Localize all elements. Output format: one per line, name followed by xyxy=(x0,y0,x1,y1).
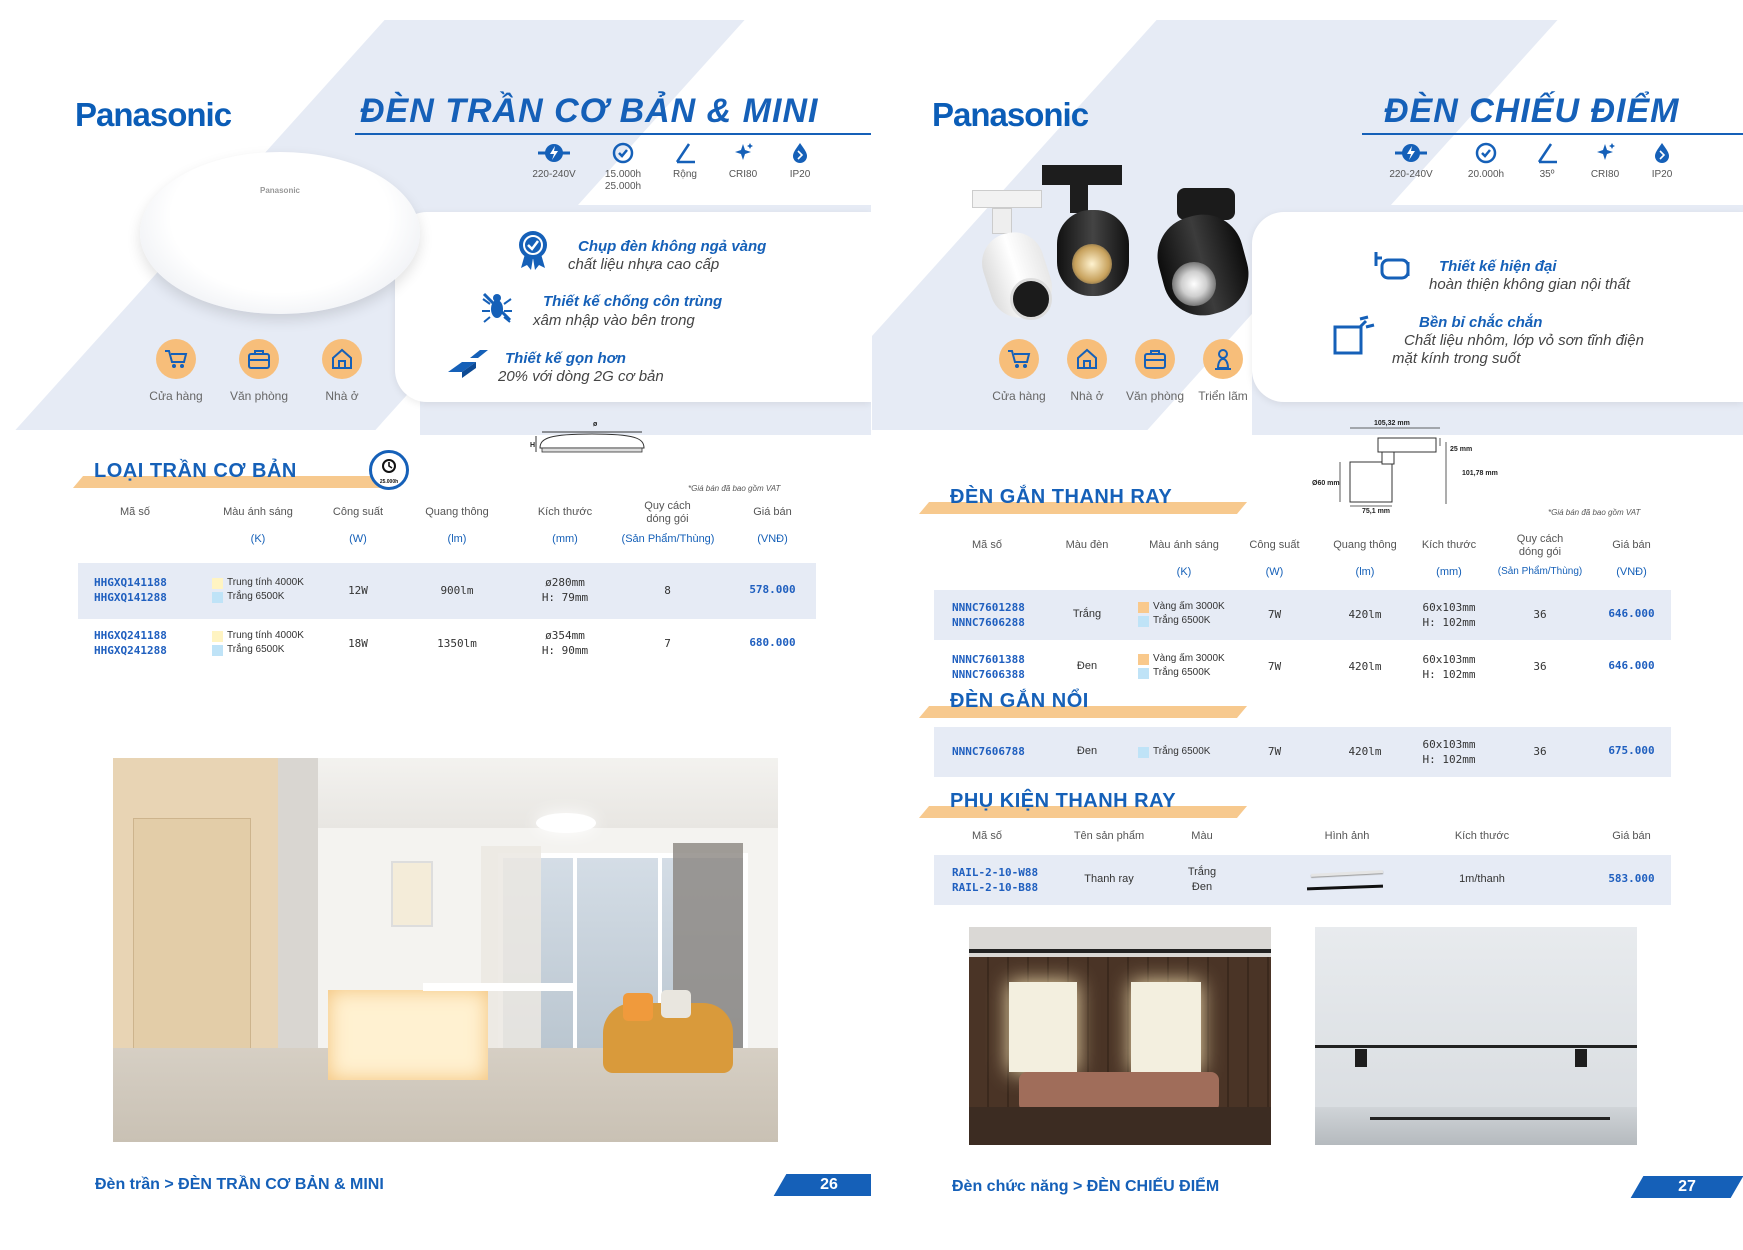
cart-icon xyxy=(164,348,188,370)
feature-3-title: Thiết kế gọn hơn xyxy=(505,350,626,367)
lifetime-badge: 25.000h xyxy=(369,450,409,490)
app-office: Văn phòng xyxy=(224,339,294,403)
living-room-photo xyxy=(969,927,1271,1145)
row-body-color: Đen xyxy=(1076,660,1098,672)
th-color: Màu ánh sáng xyxy=(223,506,293,518)
rail-image xyxy=(1307,866,1387,896)
page-number: 26 xyxy=(774,1174,871,1196)
row-pack: 36 xyxy=(1533,660,1547,673)
lifetime-icon xyxy=(1474,142,1498,164)
th-acc-color: Màu xyxy=(1191,830,1213,842)
app-home: Nhà ở xyxy=(307,339,377,403)
white-swatch xyxy=(1138,747,1149,758)
feature-2-title: Bền bỉ chắc chắn xyxy=(1419,314,1543,331)
row-size: ø354mm H: 90mm xyxy=(541,629,589,657)
spec-ip: IP20 xyxy=(1633,142,1691,181)
slim-design-icon xyxy=(446,348,490,387)
cri-icon xyxy=(1593,142,1617,164)
feature-1-title: Chụp đèn không ngả vàng xyxy=(578,238,767,255)
page-26 xyxy=(0,0,871,1250)
th-pack: Quy cách dóng gói xyxy=(644,500,691,525)
brand-logo: Panasonic xyxy=(932,96,1089,133)
vat-note: *Giá bán đã bao gồm VAT xyxy=(1548,508,1641,517)
row-code: NNNC7601288 NNNC7606288 xyxy=(952,601,1025,629)
title-underline xyxy=(355,133,871,135)
feature-2-title: Thiết kế chống côn trùng xyxy=(543,293,723,310)
app-exhibition: Triển lãm xyxy=(1188,339,1258,403)
row-colors: Vàng ấm 3000K Trắng 6500K xyxy=(1138,652,1225,680)
row-price: 680.000 xyxy=(749,636,796,649)
voltage-icon xyxy=(536,142,572,164)
exhibition-icon xyxy=(1211,347,1235,371)
page-number: 27 xyxy=(1631,1176,1743,1198)
row-code: HHGXQ141188 HHGXQ141288 xyxy=(94,576,167,604)
row-power: 7W xyxy=(1267,745,1282,758)
feature-2-desc: Chất liệu nhôm, lớp vỏ sơn tĩnh điện xyxy=(1404,332,1644,349)
feature-1-desc: hoàn thiện không gian nội thất xyxy=(1429,276,1630,293)
unit-lumen: (lm) xyxy=(1355,566,1375,578)
row-code: NNNC7601388 NNNC7606388 xyxy=(952,653,1025,681)
row-lumen: 420lm xyxy=(1348,745,1382,758)
row-power: 7W xyxy=(1267,608,1282,621)
section-surface-title: ĐÈN GẮN NỔI xyxy=(950,690,1089,712)
award-icon xyxy=(516,228,550,275)
durable-icon xyxy=(1332,315,1376,362)
row-colors: Trắng 6500K xyxy=(1138,745,1210,759)
row-color: Trắng Đen xyxy=(1187,866,1217,893)
white-swatch xyxy=(212,592,223,603)
unit-size: (mm) xyxy=(552,533,578,545)
spec-ip: IP20 xyxy=(771,142,829,181)
th-code: Mã số xyxy=(972,539,1002,551)
th-lumen: Quang thông xyxy=(1333,539,1397,551)
th-code: Mã số xyxy=(120,506,150,518)
unit-price: (VNĐ) xyxy=(757,533,788,545)
spec-beam: Rộng xyxy=(656,142,714,181)
th-size: Kích thước xyxy=(537,506,593,518)
section-accessory-title: PHỤ KIỆN THANH RAY xyxy=(950,790,1177,812)
room-photo xyxy=(113,758,778,1142)
spotlight-products xyxy=(962,160,1262,330)
spec-voltage: 220-240V xyxy=(525,142,583,181)
row-pack: 7 xyxy=(664,637,671,650)
th-price: Giá bán xyxy=(753,506,792,518)
unit-power: (W) xyxy=(349,533,367,545)
row-power: 12W xyxy=(348,584,368,597)
page-title: ĐÈN CHIẾU ĐIỂM xyxy=(1384,92,1680,130)
th-acc-name: Tên sản phẩm xyxy=(1073,830,1145,842)
unit-pack: (Sản Phẩm/Thùng) xyxy=(621,533,715,545)
row-price: 578.000 xyxy=(749,583,796,596)
row-colors: Vàng ấm 3000K Trắng 6500K xyxy=(1138,600,1225,628)
th-color: Màu ánh sáng xyxy=(1149,539,1219,551)
clock-icon xyxy=(381,458,397,474)
row-size: 60x103mm H: 102mm xyxy=(1422,653,1476,681)
app-office: Văn phòng xyxy=(1120,339,1190,403)
row-lumen: 900lm xyxy=(440,584,474,597)
page-27 xyxy=(872,0,1743,1250)
ceiling-lamp-image xyxy=(140,152,420,314)
row-body-color: Đen xyxy=(1076,745,1098,757)
th-power: Công suất xyxy=(1249,539,1300,551)
row-pack: 8 xyxy=(664,584,671,597)
spec-beam: 35º xyxy=(1518,142,1576,181)
no-insect-icon xyxy=(480,290,514,329)
row-size: ø280mm H: 79mm xyxy=(541,576,589,604)
breadcrumb: Đèn chức năng > ĐÈN CHIẾU ĐIỂM xyxy=(952,1178,1220,1195)
row-lumen: 420lm xyxy=(1348,660,1382,673)
th-acc-code: Mã số xyxy=(972,830,1002,842)
row-colors: Trung tính 4000K Trắng 6500K xyxy=(212,629,304,657)
white-swatch xyxy=(212,645,223,656)
unit-size: (mm) xyxy=(1436,566,1462,578)
app-shop: Cửa hàng xyxy=(984,339,1054,403)
unit-price: (VNĐ) xyxy=(1616,566,1647,578)
cart-icon xyxy=(1007,348,1031,370)
row-power: 7W xyxy=(1267,660,1282,673)
row-pack: 36 xyxy=(1533,608,1547,621)
rail-installation-photo xyxy=(1315,927,1637,1145)
dimension-diagram: 105,32 mm 25 mm 101,78 mm Ø60 mm 75,1 mm xyxy=(1312,420,1498,515)
row-name: Thanh ray xyxy=(1084,873,1134,885)
warm-swatch xyxy=(1138,654,1149,665)
section-rail-title: ĐÈN GẮN THANH RAY xyxy=(950,486,1173,508)
th-price: Giá bán xyxy=(1612,539,1651,551)
vat-note: *Giá bán đã bao gồm VAT xyxy=(688,484,781,493)
feature-2-desc: xâm nhập vào bên trong xyxy=(533,312,695,329)
app-shop: Cửa hàng xyxy=(141,339,211,403)
feature-1-desc: chất liệu nhựa cao cấp xyxy=(568,256,720,273)
neutral-swatch xyxy=(212,631,223,642)
briefcase-icon xyxy=(1143,348,1167,370)
feature-3-desc: 20% với dòng 2G cơ bản xyxy=(498,368,664,385)
th-body: Màu đèn xyxy=(1065,539,1109,551)
feature-1-title: Thiết kế hiện đại xyxy=(1439,258,1557,275)
row-code: HHGXQ241188 HHGXQ241288 xyxy=(94,629,167,657)
row-lumen: 420lm xyxy=(1348,608,1382,621)
spec-lifetime: 15.000h 25.000h xyxy=(594,142,652,193)
unit-power: (W) xyxy=(1265,566,1284,578)
row-price: 646.000 xyxy=(1608,659,1655,672)
row-power: 18W xyxy=(348,637,368,650)
unit-color: (K) xyxy=(1176,566,1192,578)
page-title: ĐÈN TRẦN CƠ BẢN & MINI xyxy=(360,92,819,130)
row-price: 583.000 xyxy=(1608,872,1655,885)
unit-color: (K) xyxy=(250,533,266,545)
white-swatch xyxy=(1138,668,1149,679)
dimension-diagram: ø H xyxy=(530,420,660,462)
unit-pack: (Sản Phẩm/Thùng) xyxy=(1497,566,1583,577)
row-body-color: Trắng xyxy=(1072,608,1102,620)
spotlight-icon xyxy=(1372,250,1412,289)
lifetime-icon xyxy=(611,142,635,164)
row-colors: Trung tính 4000K Trắng 6500K xyxy=(212,576,304,604)
spec-lifetime: 20.000h xyxy=(1457,142,1515,181)
th-pack: Quy cách dóng gói xyxy=(1516,533,1564,558)
row-price: 646.000 xyxy=(1608,607,1655,620)
title-underline xyxy=(1362,133,1743,135)
breadcrumb: Đèn trần > ĐÈN TRẦN CƠ BẢN & MINI xyxy=(95,1176,384,1193)
row-size: 1m/thanh xyxy=(1459,873,1505,885)
beam-angle-icon xyxy=(1535,142,1559,164)
lamp-logo: Panasonic xyxy=(259,186,300,195)
row-pack: 36 xyxy=(1533,745,1547,758)
cri-icon xyxy=(731,142,755,164)
th-acc-price: Giá bán xyxy=(1612,830,1651,842)
th-acc-image: Hình ảnh xyxy=(1324,830,1370,842)
house-icon xyxy=(330,348,354,370)
spec-cri: CRI80 xyxy=(714,142,772,181)
app-home: Nhà ở xyxy=(1052,339,1122,403)
row-price: 675.000 xyxy=(1608,744,1655,757)
feature-2-desc-2: mặt kính trong suốt xyxy=(1392,350,1521,367)
row-size: 60x103mm H: 102mm xyxy=(1422,601,1476,629)
house-icon xyxy=(1075,348,1099,370)
beam-angle-icon xyxy=(673,142,697,164)
row-size: 60x103mm H: 102mm xyxy=(1422,738,1476,766)
th-acc-size: Kích thước xyxy=(1454,830,1510,842)
brand-logo: Panasonic xyxy=(75,96,232,133)
white-swatch xyxy=(1138,616,1149,627)
row-lumen: 1350lm xyxy=(437,637,477,650)
spec-voltage: 220-240V xyxy=(1382,142,1440,181)
spec-cri: CRI80 xyxy=(1576,142,1634,181)
table-row xyxy=(934,855,1671,905)
briefcase-icon xyxy=(247,348,271,370)
ip-rating-icon xyxy=(788,142,812,164)
voltage-icon xyxy=(1393,142,1429,164)
th-power: Công suất xyxy=(332,506,384,518)
unit-lumen: (lm) xyxy=(447,533,467,545)
row-code: NNNC7606788 xyxy=(952,745,1025,758)
th-size: Kích thước xyxy=(1421,539,1477,551)
section-title: LOẠI TRẦN CƠ BẢN xyxy=(94,460,297,482)
warm-swatch xyxy=(1138,602,1149,613)
row-code: RAIL-2-10-W88 RAIL-2-10-B88 xyxy=(952,866,1039,894)
neutral-swatch xyxy=(212,578,223,589)
ip-rating-icon xyxy=(1650,142,1674,164)
th-lumen: Quang thông xyxy=(425,506,489,518)
